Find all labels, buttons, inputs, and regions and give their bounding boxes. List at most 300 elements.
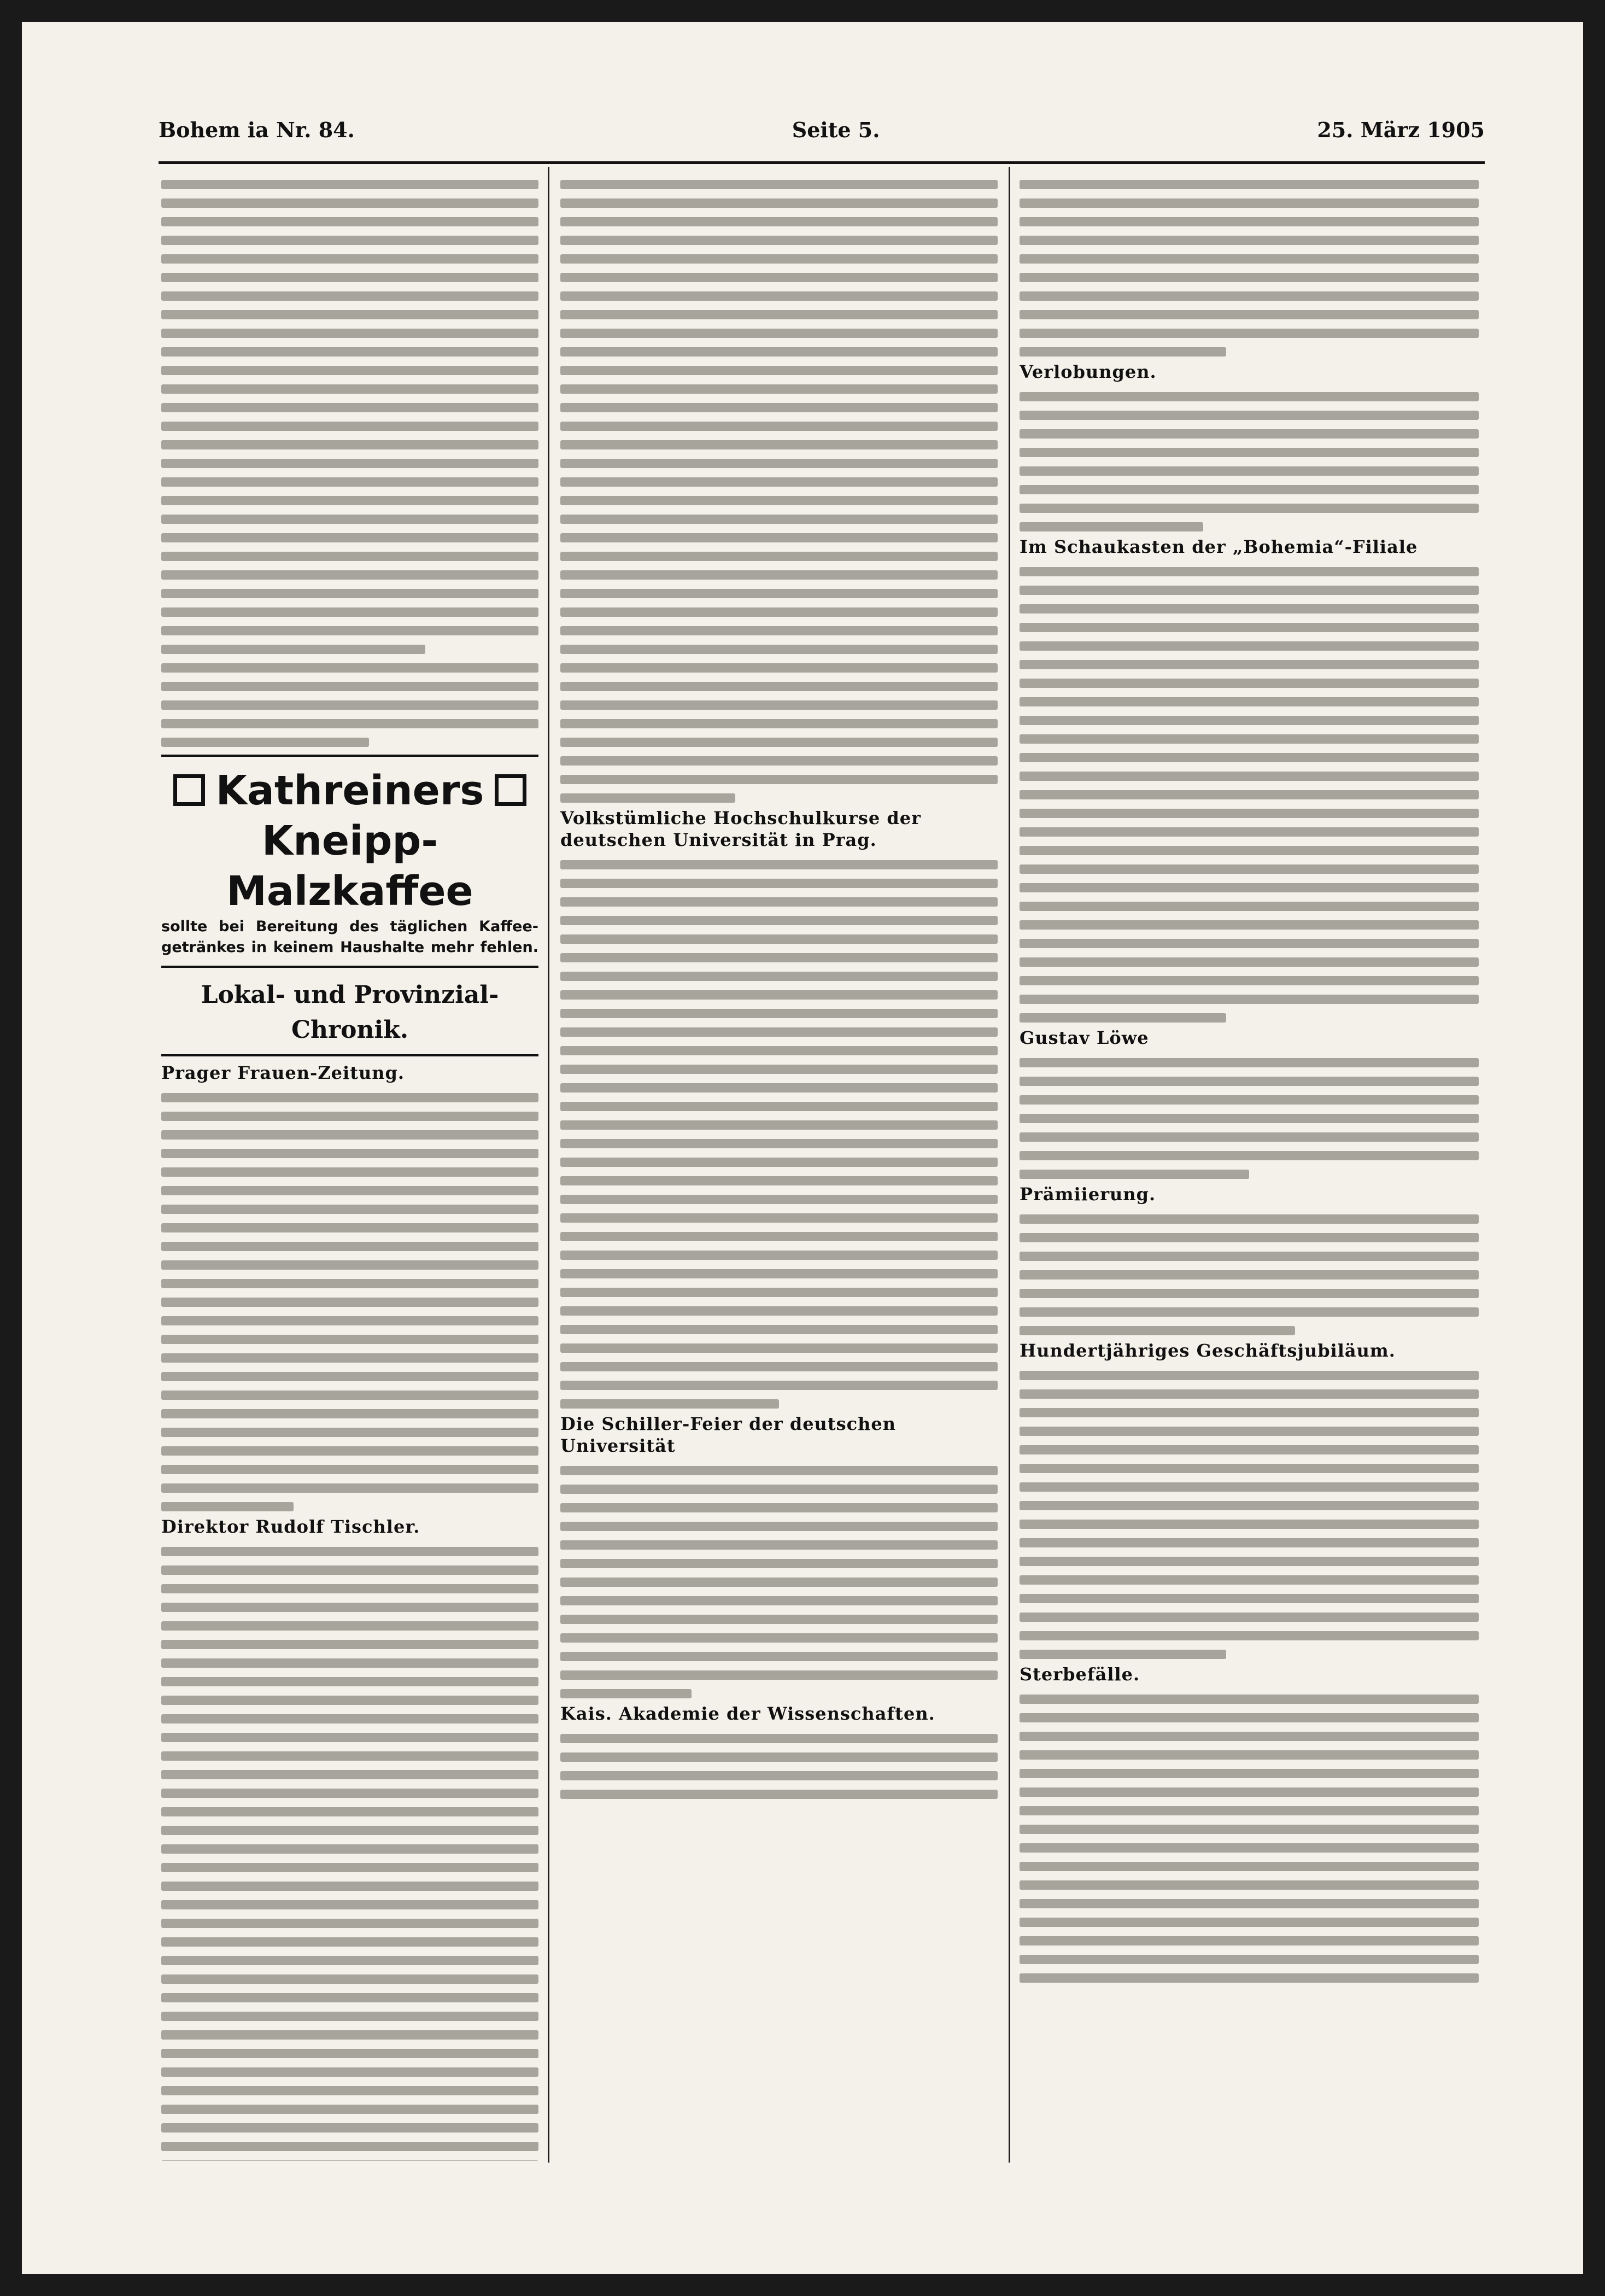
text-line-placeholder [161, 1974, 538, 1984]
text-line-placeholder [161, 515, 538, 524]
ad-product-name: Kneipp-Malzkaffee [226, 817, 473, 915]
text-line-placeholder [1020, 1214, 1479, 1224]
text-line-placeholder [1020, 273, 1479, 282]
text-line-placeholder [161, 1186, 538, 1195]
text-line-placeholder [161, 738, 369, 747]
text-line-placeholder [161, 496, 538, 505]
text-line-placeholder [1020, 180, 1479, 189]
text-line-placeholder [560, 1288, 998, 1297]
text-line-placeholder [1020, 429, 1479, 439]
column-2 [560, 171, 998, 2161]
text-line-placeholder [1020, 716, 1479, 725]
text-line-placeholder [1020, 1880, 1479, 1890]
text-line-placeholder [1020, 604, 1479, 614]
article-lawinensturz [161, 663, 538, 747]
text-line-placeholder [560, 1046, 998, 1055]
text-line-placeholder [161, 552, 538, 561]
text-line-placeholder [161, 1205, 538, 1214]
text-line-placeholder [560, 663, 998, 673]
ad-text-line: getränkes in keinem Haushalte mehr fehlen. [161, 939, 538, 956]
text-line-placeholder [161, 626, 538, 635]
text-line-placeholder [1020, 1307, 1479, 1317]
text-line-placeholder [1020, 1769, 1479, 1778]
text-line-placeholder [161, 1603, 538, 1612]
text-line-placeholder [560, 934, 998, 944]
text-line-placeholder [560, 310, 998, 319]
text-line-placeholder [1020, 1973, 1479, 1983]
text-line-placeholder [161, 254, 538, 264]
text-line-placeholder [1020, 236, 1479, 245]
text-line-placeholder [161, 1937, 538, 1947]
text-line-placeholder [560, 1652, 998, 1661]
article-hochschulkurse [560, 807, 998, 1409]
text-line-placeholder [1020, 1464, 1479, 1473]
text-line-placeholder [560, 1083, 998, 1093]
text-line-placeholder [1020, 995, 1479, 1004]
advertisement [161, 755, 538, 968]
text-line-placeholder [560, 384, 998, 394]
text-line-placeholder [560, 1559, 998, 1568]
text-line-placeholder [1020, 660, 1479, 669]
text-line-placeholder [1020, 1445, 1479, 1454]
text-line-placeholder [560, 1195, 998, 1204]
text-line-placeholder [161, 1584, 538, 1593]
text-line-placeholder [560, 273, 998, 282]
text-line-placeholder [1020, 1750, 1479, 1760]
text-line-placeholder [1020, 1233, 1479, 1242]
text-line-placeholder [560, 775, 998, 784]
text-line-placeholder [161, 1502, 294, 1511]
text-line-placeholder [161, 459, 538, 468]
text-line-placeholder [1020, 1289, 1479, 1298]
article-lead: Die Schiller-Feier der deutschen Universität [560, 1413, 896, 1456]
text-line-placeholder [1020, 679, 1479, 688]
text-line-placeholder [560, 1176, 998, 1185]
text-line-placeholder [161, 1789, 538, 1798]
text-line-placeholder [560, 879, 998, 888]
text-line-placeholder [1020, 347, 1226, 357]
text-line-placeholder [161, 1391, 538, 1400]
text-line-placeholder [1020, 1077, 1479, 1086]
text-line-placeholder [1020, 902, 1479, 911]
text-line-placeholder [161, 1826, 538, 1835]
text-line-placeholder [161, 403, 538, 412]
text-line-placeholder [161, 1465, 538, 1474]
text-line-placeholder [161, 384, 538, 394]
section-heading: Lokal- und Provinzial-Chronik. [201, 981, 499, 1044]
text-line-placeholder [161, 1919, 538, 1928]
text-line-placeholder [161, 2160, 538, 2161]
text-line-placeholder [560, 1009, 998, 1018]
text-line-placeholder [1020, 1132, 1479, 1142]
text-line-placeholder [161, 2086, 538, 2095]
text-line-placeholder [560, 1466, 998, 1475]
text-line-placeholder [1020, 291, 1479, 301]
text-line-placeholder [1020, 827, 1479, 837]
text-line-placeholder [1020, 976, 1479, 985]
article-direktor [161, 1516, 538, 2161]
text-line-placeholder [1020, 1732, 1479, 1741]
text-line-placeholder [161, 1149, 538, 1158]
text-line-placeholder [1020, 1899, 1479, 1908]
text-line-placeholder [560, 916, 998, 925]
text-line-placeholder [560, 1251, 998, 1260]
text-line-placeholder [560, 860, 998, 869]
text-line-placeholder [161, 533, 538, 542]
text-line-placeholder [560, 254, 998, 264]
text-line-placeholder [560, 1615, 998, 1624]
text-line-placeholder [560, 1027, 998, 1037]
text-line-placeholder [161, 1112, 538, 1121]
text-line-placeholder [560, 329, 998, 338]
text-line-placeholder [560, 1503, 998, 1512]
text-line-placeholder [1020, 411, 1479, 420]
text-line-placeholder [1020, 1918, 1479, 1927]
text-line-placeholder [1020, 217, 1479, 226]
column-rule [548, 167, 549, 2163]
text-line-placeholder [560, 972, 998, 981]
text-line-placeholder [161, 236, 538, 245]
text-line-placeholder [560, 533, 998, 542]
text-line-placeholder [560, 1325, 998, 1334]
text-line-placeholder [1020, 1013, 1226, 1023]
text-line-placeholder [161, 1882, 538, 1891]
article-lead: Prämiierung. [1020, 1184, 1156, 1205]
text-line-placeholder [1020, 753, 1479, 762]
text-line-placeholder [560, 1158, 998, 1167]
text-line-placeholder [1020, 1270, 1479, 1280]
text-line-placeholder [1020, 1538, 1479, 1547]
text-line-placeholder [560, 1670, 998, 1680]
text-line-placeholder [560, 645, 998, 654]
text-line-placeholder [560, 236, 998, 245]
text-line-placeholder [560, 990, 998, 1000]
text-line-placeholder [1020, 1713, 1479, 1722]
text-line-placeholder [560, 700, 998, 710]
text-line-placeholder [1020, 1862, 1479, 1871]
text-line-placeholder [1020, 734, 1479, 744]
text-line-placeholder [560, 422, 998, 431]
text-line-placeholder [1020, 1575, 1479, 1585]
text-line-placeholder [161, 1093, 538, 1102]
text-line-placeholder [560, 1232, 998, 1241]
text-line-placeholder [560, 1381, 998, 1390]
ad-box-ornament [173, 774, 205, 806]
article-lead: Im Schaukasten der „Bohemia“-Filiale [1020, 536, 1418, 557]
text-line-placeholder [161, 273, 538, 282]
section-rule [161, 1054, 538, 1056]
text-line-placeholder [560, 1120, 998, 1130]
text-line-placeholder [560, 1399, 779, 1409]
text-line-placeholder [1020, 567, 1479, 576]
text-line-placeholder [161, 1335, 538, 1344]
text-line-placeholder [161, 2012, 538, 2021]
text-line-placeholder [560, 626, 998, 635]
text-line-placeholder [161, 1900, 538, 1909]
page-number: Seite 5. [792, 118, 880, 142]
text-line-placeholder [1020, 1806, 1479, 1815]
text-line-placeholder [1020, 641, 1479, 651]
text-line-placeholder [161, 310, 538, 319]
text-line-placeholder [161, 2067, 538, 2077]
text-line-placeholder [161, 1260, 538, 1270]
text-line-placeholder [560, 496, 998, 505]
text-line-placeholder [161, 366, 538, 375]
text-line-placeholder [560, 1596, 998, 1605]
text-line-placeholder [1020, 1557, 1479, 1566]
text-line-placeholder [1020, 1631, 1479, 1640]
text-line-placeholder [560, 793, 735, 803]
text-line-placeholder [560, 1689, 692, 1698]
ad-brand-text: Kathreiners [215, 767, 484, 814]
article-lead: Direktor Rudolf Tischler. [161, 1516, 420, 1537]
text-line-placeholder [560, 1790, 998, 1799]
article-frauen-zeitung [161, 1062, 538, 1511]
text-line-placeholder [560, 1102, 998, 1111]
text-line-placeholder [161, 589, 538, 598]
text-line-placeholder [560, 1065, 998, 1074]
text-line-placeholder [560, 953, 998, 962]
text-line-placeholder [560, 719, 998, 728]
text-line-placeholder [560, 1633, 998, 1643]
text-line-placeholder [560, 1752, 998, 1762]
text-line-placeholder [161, 198, 538, 208]
text-line-placeholder [1020, 1427, 1479, 1436]
article-continuation [161, 180, 538, 654]
text-line-placeholder [1020, 1650, 1226, 1659]
text-line-placeholder [161, 1658, 538, 1668]
text-line-placeholder [560, 440, 998, 449]
column-rule [1009, 167, 1010, 2163]
text-line-placeholder [1020, 939, 1479, 948]
newspaper-page [22, 22, 1583, 2274]
text-line-placeholder [560, 1578, 998, 1587]
article-pramiierung [1020, 1183, 1479, 1335]
text-line-placeholder [560, 477, 998, 487]
text-line-placeholder [1020, 1594, 1479, 1603]
text-line-placeholder [161, 1372, 538, 1381]
text-line-placeholder [161, 1483, 538, 1493]
text-line-placeholder [161, 180, 538, 189]
text-line-placeholder [1020, 392, 1479, 401]
text-line-placeholder [1020, 1825, 1479, 1834]
text-line-placeholder [161, 2123, 538, 2133]
text-line-placeholder [161, 217, 538, 226]
text-line-placeholder [161, 1242, 538, 1251]
article-direktor-continued [560, 180, 998, 803]
text-line-placeholder [161, 663, 538, 673]
text-line-placeholder [1020, 254, 1479, 264]
text-line-placeholder [560, 1362, 998, 1371]
text-line-placeholder [1020, 1095, 1479, 1105]
text-line-placeholder [1020, 1114, 1479, 1123]
article-sterbefalle [1020, 1663, 1479, 1983]
text-line-placeholder [161, 1298, 538, 1307]
text-line-placeholder [1020, 1326, 1295, 1335]
text-line-placeholder [1020, 1252, 1479, 1261]
text-line-placeholder [560, 1540, 998, 1550]
article-lead: Sterbefälle. [1020, 1664, 1140, 1685]
text-line-placeholder [1020, 623, 1479, 632]
article-gustav-lowe [1020, 1027, 1479, 1179]
text-line-placeholder [161, 1677, 538, 1686]
text-line-placeholder [161, 719, 538, 728]
text-line-placeholder [161, 1279, 538, 1288]
text-line-placeholder [1020, 883, 1479, 892]
text-line-placeholder [560, 180, 998, 189]
article-schaukasten [1020, 536, 1479, 1023]
article-lead: Kais. Akademie der Wissenschaften. [560, 1703, 935, 1724]
text-line-placeholder [560, 198, 998, 208]
text-line-placeholder [161, 1223, 538, 1232]
text-line-placeholder [1020, 846, 1479, 855]
text-line-placeholder [560, 1269, 998, 1278]
text-line-placeholder [161, 1807, 538, 1816]
text-line-placeholder [1020, 1695, 1479, 1704]
text-line-placeholder [161, 2105, 538, 2114]
text-line-placeholder [1020, 920, 1479, 930]
text-line-placeholder [161, 1409, 538, 1418]
text-line-placeholder [161, 291, 538, 301]
text-line-placeholder [161, 1640, 538, 1649]
text-line-placeholder [1020, 448, 1479, 457]
article-geschaftsjubilaum [1020, 1340, 1479, 1659]
text-line-placeholder [1020, 310, 1479, 319]
text-line-placeholder [161, 329, 538, 338]
text-line-placeholder [1020, 504, 1479, 513]
text-line-placeholder [560, 1139, 998, 1148]
text-line-placeholder [1020, 809, 1479, 818]
text-line-placeholder [560, 403, 998, 412]
text-line-placeholder [1020, 485, 1479, 494]
text-line-placeholder [161, 1565, 538, 1575]
text-line-placeholder [1020, 1389, 1479, 1399]
article-lead: Verlobungen. [1020, 361, 1157, 382]
article-verlobungen [1020, 361, 1479, 531]
text-line-placeholder [1020, 697, 1479, 706]
text-line-placeholder [560, 291, 998, 301]
text-line-placeholder [1020, 198, 1479, 208]
text-line-placeholder [560, 366, 998, 375]
text-line-placeholder [560, 1343, 998, 1353]
article-lead: Hundertjähriges Geschäftsjubiläum. [1020, 1340, 1396, 1361]
text-line-placeholder [161, 1167, 538, 1177]
text-line-placeholder [1020, 772, 1479, 781]
text-line-placeholder [560, 756, 998, 766]
ad-box-ornament [495, 774, 526, 806]
text-line-placeholder [560, 552, 998, 561]
text-line-placeholder [1020, 466, 1479, 476]
article-lead: Prager Frauen-Zeitung. [161, 1062, 405, 1083]
text-line-placeholder [161, 1993, 538, 2002]
text-line-placeholder [161, 1844, 538, 1854]
text-line-placeholder [560, 1771, 998, 1780]
text-line-placeholder [560, 217, 998, 226]
text-line-placeholder [161, 570, 538, 580]
text-line-placeholder [161, 1696, 538, 1705]
text-line-placeholder [161, 1956, 538, 1965]
text-line-placeholder [161, 440, 538, 449]
text-line-placeholder [1020, 1613, 1479, 1622]
text-line-placeholder [1020, 1955, 1479, 1964]
text-line-placeholder [1020, 1482, 1479, 1492]
text-line-placeholder [1020, 1371, 1479, 1380]
text-line-placeholder [1020, 1787, 1479, 1797]
text-line-placeholder [161, 1621, 538, 1631]
text-line-placeholder [1020, 1408, 1479, 1417]
column-3 [1020, 171, 1479, 2161]
text-line-placeholder [161, 700, 538, 710]
text-line-placeholder [560, 607, 998, 617]
text-line-placeholder [1020, 864, 1479, 874]
text-line-placeholder [1020, 957, 1479, 967]
text-line-placeholder [560, 1734, 998, 1743]
text-line-placeholder [1020, 790, 1479, 799]
text-line-placeholder [560, 570, 998, 580]
text-line-placeholder [161, 1863, 538, 1872]
text-line-placeholder [161, 682, 538, 691]
text-line-placeholder [1020, 586, 1479, 595]
text-line-placeholder [560, 515, 998, 524]
text-line-placeholder [161, 1751, 538, 1761]
text-line-placeholder [560, 897, 998, 907]
text-line-placeholder [161, 1547, 538, 1556]
text-line-placeholder [560, 1213, 998, 1223]
text-line-placeholder [161, 347, 538, 357]
text-line-placeholder [161, 1446, 538, 1456]
text-line-placeholder [560, 589, 998, 598]
text-line-placeholder [161, 477, 538, 487]
text-line-placeholder [560, 459, 998, 468]
text-line-placeholder [161, 1130, 538, 1140]
text-line-placeholder [1020, 1501, 1479, 1510]
text-line-placeholder [161, 1714, 538, 1724]
ad-headline [161, 766, 538, 816]
text-line-placeholder [161, 1316, 538, 1325]
article-schillerfeier [560, 1413, 998, 1698]
text-line-placeholder [560, 1306, 998, 1316]
running-head [159, 118, 1485, 156]
text-line-placeholder [1020, 522, 1203, 531]
text-line-placeholder [1020, 1936, 1479, 1946]
text-line-placeholder [161, 2030, 538, 2040]
text-line-placeholder [1020, 1843, 1479, 1853]
ad-text-line: sollte bei Bereitung des täglichen Kaffee- [161, 918, 538, 935]
text-line-placeholder [161, 1353, 538, 1363]
text-line-placeholder [1020, 1058, 1479, 1067]
text-line-placeholder [161, 422, 538, 431]
article-lead: Gustav Löwe [1020, 1027, 1149, 1048]
text-line-placeholder [560, 1485, 998, 1494]
text-line-placeholder [560, 738, 998, 747]
text-line-placeholder [1020, 329, 1479, 338]
text-line-placeholder [161, 2049, 538, 2058]
text-line-placeholder [560, 682, 998, 691]
text-line-placeholder [560, 347, 998, 357]
article-akademie-continued [1020, 180, 1479, 357]
article-akademie [560, 1703, 998, 1799]
text-line-placeholder [161, 2142, 538, 2151]
header-rule [159, 161, 1485, 164]
newspaper-issue: Bohem ia Nr. 84. [159, 118, 355, 142]
text-line-placeholder [161, 1428, 538, 1437]
text-line-placeholder [1020, 1170, 1249, 1179]
text-line-placeholder [560, 1522, 998, 1531]
text-line-placeholder [161, 1733, 538, 1742]
text-line-placeholder [161, 645, 425, 654]
text-line-placeholder [161, 607, 538, 617]
text-line-placeholder [1020, 1520, 1479, 1529]
